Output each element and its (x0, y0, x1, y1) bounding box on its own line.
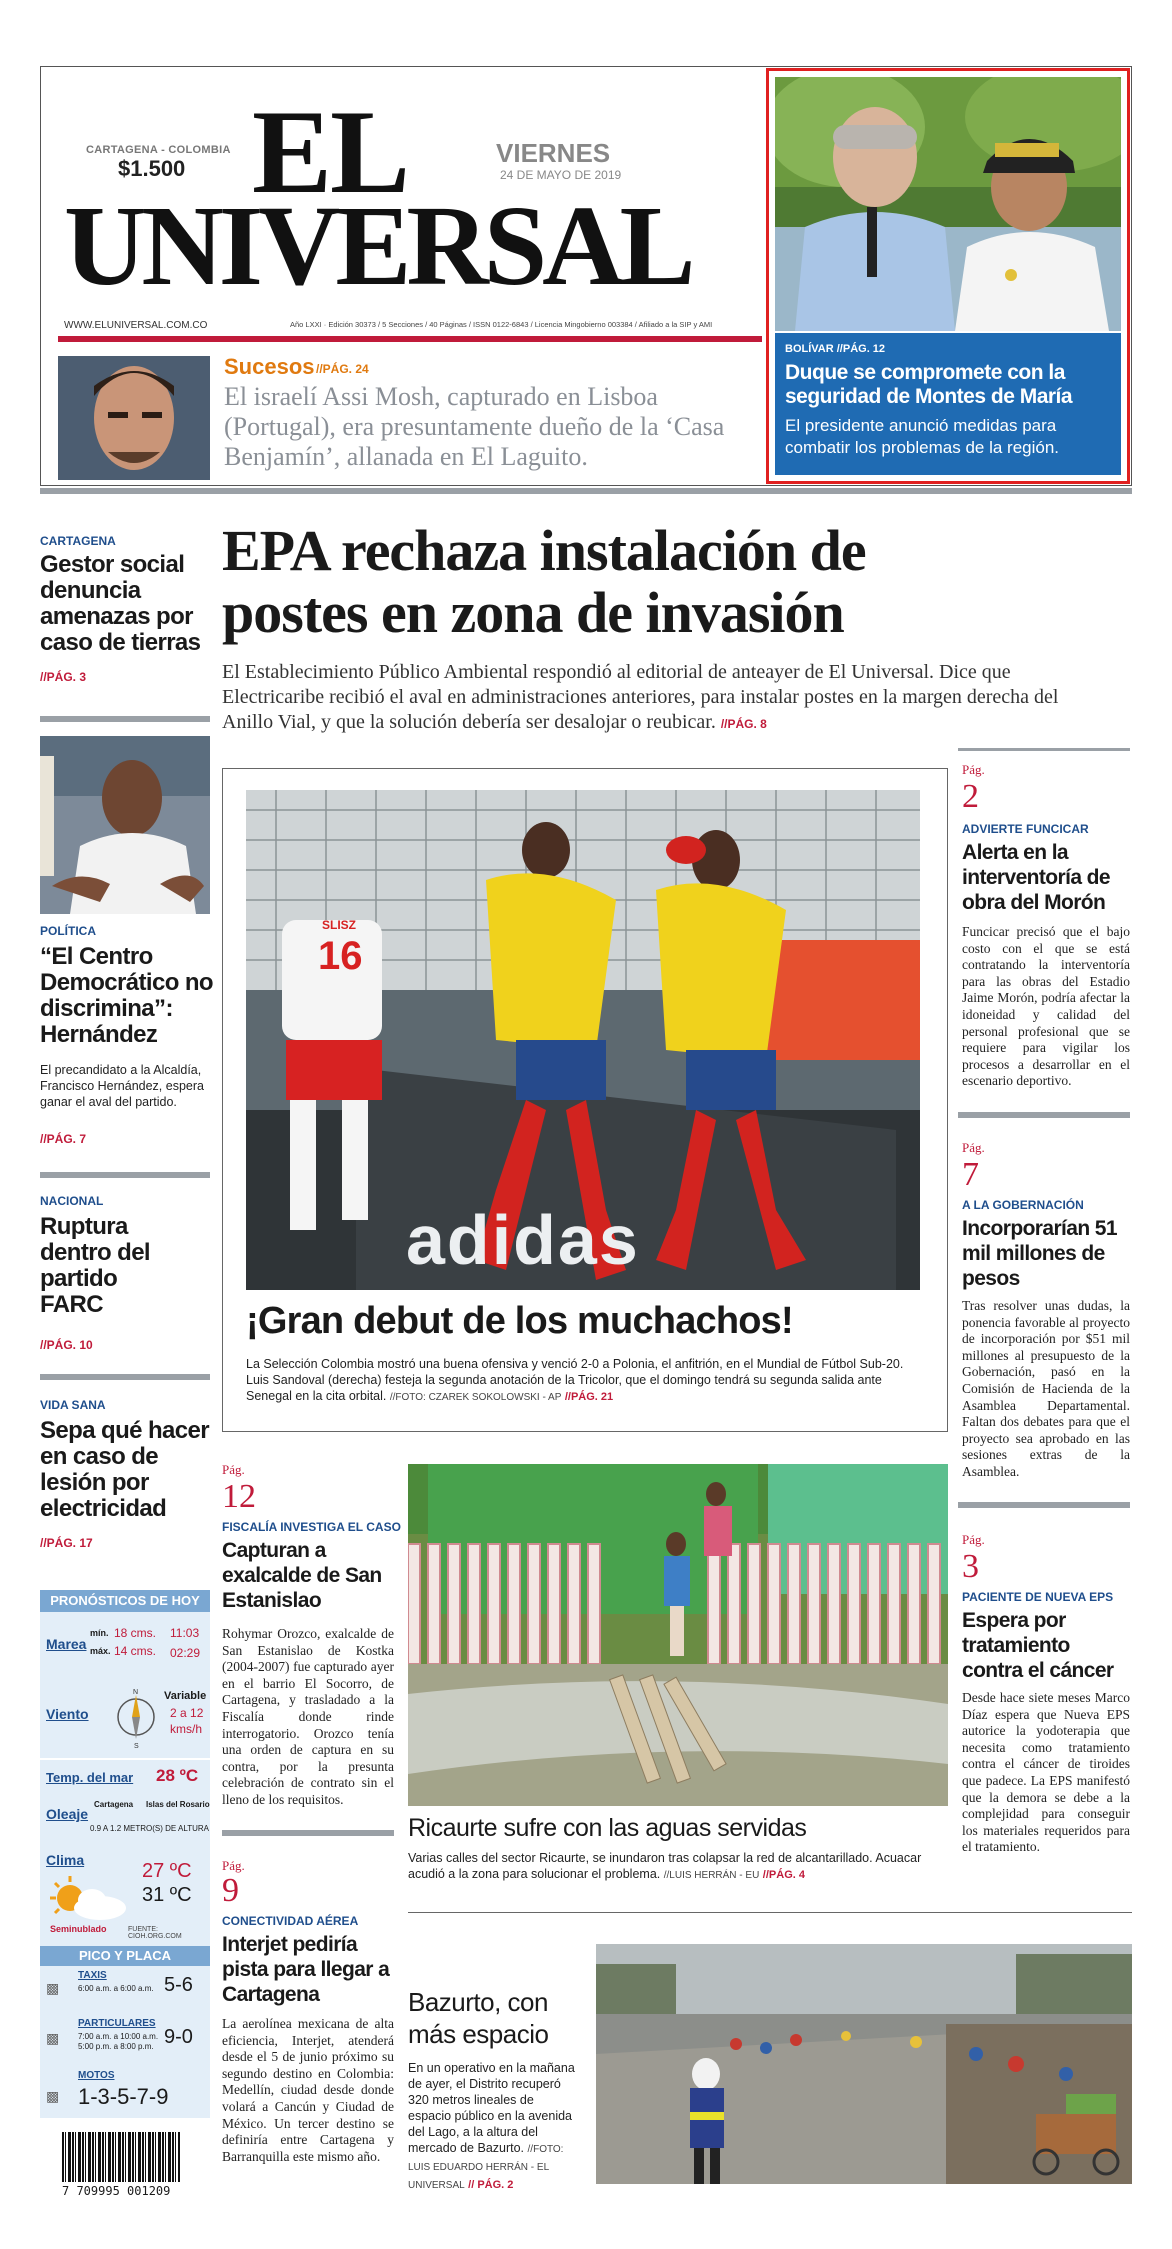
website-link[interactable]: WWW.ELUNIVERSAL.COM.CO (64, 320, 208, 331)
sports-photo (246, 790, 920, 1290)
ricaurte-photo (408, 1464, 948, 1806)
pico-placa-box (40, 1946, 210, 2118)
jersey-number: 16 (318, 934, 363, 978)
right-item3-headline[interactable]: Espera por tratamiento contra el cáncer (962, 1609, 1114, 1682)
mid-item1-body: Rohymar Orozco, exalcalde de San Estanislao de Kostka (2004-2007) fue capturado ayer en el barrio El Socorro, de Cartagena, y trasladado a la Fiscalía donde rinde interrogatorio. Orozco tenía una orden de captura en su contra, por la presunta celebración de contrato sin el lleno de los requisitos. (222, 1626, 394, 1807)
right-rule-1 (958, 1112, 1130, 1118)
right-item1-body: Funcicar precisó que el bajo costo con el que se está contratando la interventoría para las obras del Estadio Jaime Morón, podría afectar la idoneidad y calidad del personal profesional que se requiere para vigilar los procesos a desarrollar en el escenario deportivo. (962, 924, 1130, 1089)
barcode (62, 2132, 180, 2182)
sports-page[interactable]: //PÁG. 21 (564, 1391, 614, 1403)
mid-item1-headline[interactable]: Capturan a exalcalde de San Estanislao (222, 1539, 382, 1612)
marea-label: Marea (46, 1636, 87, 1652)
viento-speed: 2 a 12 (170, 1706, 204, 1720)
header-bottom-rule (40, 488, 1132, 494)
masthead-title-line2: UNIVERSAL (64, 182, 691, 309)
taxis-label: TAXIS (78, 1970, 107, 1981)
mid-item2-body: La aerolínea mexicana de alta eficiencia, Interjet, atenderá desde el 5 de junio próximo su segundo destino en Colombia: Medellín, ciudad desde donde volará a Cancún y Ciudad de México. Un tercer destino se definiría entre Cartagena y Barranquilla este mismo año. (222, 2016, 394, 2164)
right-item2-pag-label: Pág. (962, 1140, 985, 1155)
left-item4-page[interactable]: //PÁG. 17 (40, 1536, 93, 1550)
masthead-title-line1: EL (252, 85, 409, 218)
particulares-label: PARTICULARES (78, 2018, 156, 2029)
right-item3-kicker: PACIENTE DE NUEVA EPS (962, 1590, 1114, 1604)
mid-item1-kicker: FISCALÍA INVESTIGA EL CASO (222, 1520, 401, 1534)
weather-box (40, 1590, 210, 1960)
marea-max: 14 cms. (114, 1644, 157, 1658)
top-feature-photo (775, 77, 1121, 331)
teaser-text[interactable]: El israelí Assi Mosh, capturado en Lisboa (Portugal), era presuntamente dueño de la ‘Casa Benjamín’, allanada en El Laguito. (224, 382, 725, 471)
left-rule-2 (40, 1172, 210, 1178)
teaser-section: Sucesos (224, 354, 315, 379)
price: $1.500 (118, 156, 186, 181)
teaser-page[interactable]: //PÁG. 24 (316, 362, 369, 376)
top-feature-kicker: BOLÍVAR //PÁG. 12 (785, 343, 886, 355)
particulares-time-2: 5:00 p.m. a 8:00 p.m. (78, 2042, 154, 2051)
ricaurte-caption-text: Varias calles del sector Ricaurte, se inundaron tras colapsar la red de alcantarillado. Acuacar acudió a la zona para solucionar el problema. (408, 1851, 922, 1881)
date: 24 DE MAYO DE 2019 (500, 168, 622, 182)
city-label: CARTAGENA - COLOMBIA (86, 144, 231, 156)
clima-state: Seminublado (50, 1924, 107, 1934)
sports-caption (246, 1356, 926, 1406)
top-feature-box[interactable] (766, 68, 1130, 484)
ricaurte-page[interactable]: //PÁG. 4 (762, 1869, 805, 1881)
right-item2-kicker: A LA GOBERNACIÓN (962, 1198, 1084, 1212)
temp-mar-label: Temp. del mar (46, 1770, 134, 1785)
right-item2-pag-num[interactable]: 7 (962, 1156, 979, 1193)
left-item2-headline[interactable]: “El Centro Democrático no discrimina”: Hernández (40, 943, 213, 1048)
mid-item1-pag-num[interactable]: 12 (222, 1478, 256, 1515)
lead-page[interactable]: //PÁG. 8 (720, 717, 767, 731)
clima-high: 27 ºC (142, 1860, 192, 1882)
bazurto-photo (596, 1944, 1132, 2184)
svg-text:N: N (133, 1689, 139, 1696)
right-rule-top (958, 748, 1130, 751)
sports-caption-text: La Selección Colombia mostró una buena ofensiva y venció 2-0 a Polonia, el anfitrión, en el Mundial de Fútbol Sub-20. Luis Sandoval (derecha) festeja la segunda anotación de la Tricolor, que el domingo tendrá su segunda salida ante Senegal en la cita orbital. (246, 1357, 904, 1403)
viento-unit: kms/h (170, 1722, 203, 1736)
left-item1-page[interactable]: //PÁG. 3 (40, 670, 87, 684)
marea-min-time: 11:03 (170, 1626, 200, 1640)
taxis-time: 6:00 a.m. a 6:00 a.m. (78, 1984, 154, 1993)
left-item3-page[interactable]: //PÁG. 10 (40, 1338, 93, 1352)
left-item2-page[interactable]: //PÁG. 7 (40, 1132, 87, 1146)
right-item2-headline[interactable]: Incorporarían 51 mil millones de pesos (962, 1217, 1117, 1290)
top-feature-headline: Duque se compromete con la seguridad de Montes de María (785, 361, 1073, 408)
lead-headline-line2[interactable]: postes en zona de invasión (222, 580, 844, 645)
hernandez-photo (40, 736, 210, 914)
clima-label: Clima (46, 1852, 85, 1868)
top-feature-deck: El presidente anunció medidas para combatir los problemas de la región. (785, 416, 1060, 457)
marea-max-label: máx. (90, 1646, 111, 1656)
marea-min-label: mín. (90, 1628, 109, 1638)
weekday: VIERNES (496, 138, 611, 168)
edition-info: Año LXXI · Edición 30373 / 5 Secciones / 40 Páginas / ISSN 0122-6843 / Licencia Mingobierno 003384 / Afiliado a la SIP y AMI (290, 320, 713, 329)
teaser-photo (58, 356, 210, 480)
temp-mar: 28 ºC (156, 1766, 199, 1785)
right-rule-2 (958, 1502, 1130, 1508)
left-rule-1 (40, 716, 210, 722)
motos-digits: 1-3-5-7-9 (78, 2084, 169, 2109)
right-item2-body: Tras resolver unas dudas, la ponencia favorable al proyecto de incorporación por $51 mil millones al presupuesto de la Gobernación, pasó en la Comisión de Hacienda de la Asamblea Departamental. Faltan dos debates para que el proyecto sea aprobado en las sesiones extras de la Asamblea. (962, 1298, 1130, 1479)
ricaurte-rule (408, 1912, 1132, 1913)
right-item1-kicker: ADVIERTE FUNCICAR (962, 822, 1089, 836)
moto-icon: ▩ (46, 2088, 60, 2104)
oleaje-label: Oleaje (46, 1806, 89, 1822)
compass-icon (112, 1686, 160, 1748)
svg-text:S: S (134, 1743, 139, 1748)
bazurto-page[interactable]: // PÁG. 2 (468, 2179, 514, 2191)
clima-source: FUENTE: CIOH.ORG.COM (128, 1926, 182, 1940)
mid-item2-kicker: CONECTIVIDAD AÉREA (222, 1914, 359, 1928)
left-item1-kicker: CARTAGENA (40, 534, 116, 548)
viento-dir: Variable (164, 1690, 207, 1702)
viento-label: Viento (46, 1706, 89, 1722)
taxis-digits: 5-6 (164, 1974, 193, 1996)
lead-deck-text: El Establecimiento Público Ambiental respondió al editorial de anteayer de El Universal. Dice que Electricaribe recibió el aval en administraciones anteriores, para instalar postes en la margen derecha del Anillo Vial, y que la solución debería ser desalojar o reubicar. (222, 661, 1059, 733)
particulares-time-1: 7:00 a.m. a 10:00 a.m. (78, 2032, 159, 2041)
left-item4-kicker: VIDA SANA (40, 1398, 106, 1412)
bazurto-body-text: En un operativo en la mañana de ayer, el Distrito recuperó 320 metros lineales de espacio público en la avenida del Lago, a la altura del mercado de Bazurto. (408, 2061, 575, 2155)
left-item3-kicker: NACIONAL (40, 1194, 104, 1208)
left-item2-kicker: POLÍTICA (40, 924, 96, 938)
mid-item2-pag-num[interactable]: 9 (222, 1872, 239, 1909)
particulares-digits: 9-0 (164, 2026, 193, 2048)
motos-label: MOTOS (78, 2070, 115, 2081)
left-item1-headline[interactable]: Gestor social denuncia amenazas por caso de tierras (40, 551, 201, 656)
right-item1-pag-num[interactable]: 2 (962, 778, 979, 815)
sports-credit: //FOTO: CZAREK SOKOLOWSKI - AP (389, 1392, 562, 1403)
lead-headline-line1[interactable]: EPA rechaza instalación de (222, 518, 866, 583)
marea-max-time: 02:29 (170, 1646, 201, 1660)
right-item3-pag-label: Pág. (962, 1532, 985, 1547)
marea-min: 18 cms. (114, 1626, 157, 1640)
pico-placa-title: PICO Y PLACA (40, 1946, 210, 1966)
left-rule-3 (40, 1374, 210, 1380)
left-item4-headline[interactable]: Sepa qué hacer en caso de lesión por electricidad (40, 1417, 210, 1522)
lead-deck (222, 660, 1102, 737)
mid-rule-1 (222, 1830, 394, 1836)
sports-headline[interactable]: ¡Gran debut de los muchachos! (246, 1300, 793, 1342)
bazurto-headline[interactable]: Bazurto, con más espacio (408, 1987, 549, 2049)
oleaje-value: 0.9 A 1.2 METRO(S) DE ALTURA (90, 1824, 209, 1833)
masthead-red-rule (58, 336, 762, 342)
clima-low: 31 ºC (142, 1884, 192, 1906)
mid-item2-pag-label: Pág. (222, 1858, 245, 1873)
ricaurte-caption (408, 1850, 948, 1884)
mid-item2-headline[interactable]: Interjet pediría pista para llegar a Cartagena (222, 1933, 390, 2006)
bazurto-credit: //FOTO: LUIS EDUARDO HERRÁN - EL UNIVERSAL (408, 2144, 564, 2191)
taxi-icon: ▩ (46, 1980, 60, 1996)
right-item1-headline[interactable]: Alerta en la interventoría de obra del Morón (962, 841, 1110, 914)
mid-item1-pag-label: Pág. (222, 1462, 245, 1477)
left-item3-headline[interactable]: Ruptura dentro del partido FARC (40, 1213, 151, 1318)
partly-cloudy-icon (44, 1874, 130, 1924)
car-icon: ▩ (46, 2030, 60, 2046)
bazurto-body (408, 2060, 578, 2194)
oleaje-b: Islas del Rosario (146, 1800, 210, 1809)
right-item3-body: Desde hace siete meses Marco Díaz espera que Nueva EPS autorice la yodoterapia que necesita como tratamiento contra el cáncer de tiroides que padece. La EPS manifestó que la demora se debe a la complejidad para conseguir los materiales requeridos para el tratamiento. (962, 1690, 1130, 1855)
weather-divider-1 (40, 1758, 210, 1760)
left-item2-body: El precandidato a la Alcaldía, Francisco Hernández, espera ganar el aval del partido. (40, 1063, 204, 1109)
right-item1-pag-label: Pág. (962, 762, 985, 777)
ricaurte-headline[interactable]: Ricaurte sufre con las aguas servidas (408, 1814, 807, 1842)
ricaurte-credit: //LUIS HERRÁN - EU (663, 1870, 760, 1881)
jersey-name: SLISZ (322, 918, 357, 932)
right-item3-pag-num[interactable]: 3 (962, 1548, 979, 1585)
ad-board-text: adidas (406, 1201, 640, 1279)
oleaje-a: Cartagena (94, 1800, 134, 1809)
top-feature-panel (775, 333, 1121, 475)
barcode-number: 7 709995 001209 (62, 2184, 171, 2198)
weather-title: PRONÓSTICOS DE HOY (40, 1590, 210, 1612)
masthead (40, 66, 770, 341)
